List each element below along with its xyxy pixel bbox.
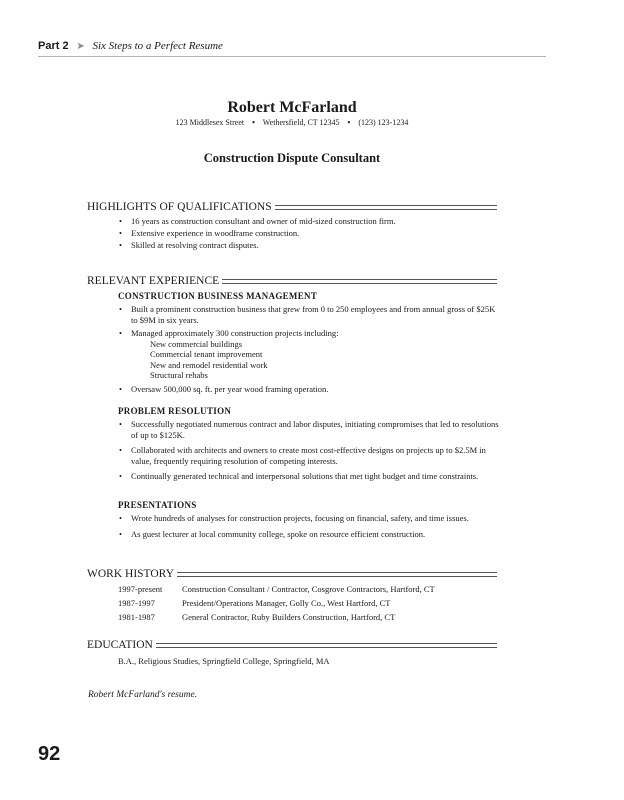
section-rule bbox=[222, 279, 497, 284]
work-years: 1981-1987 bbox=[118, 612, 155, 622]
work-position: Construction Consultant / Contractor, Cosgrove Contractors, Hartford, CT bbox=[182, 584, 435, 594]
education-heading bbox=[87, 638, 497, 652]
list-item: • Extensive experience in woodframe construction. bbox=[119, 227, 499, 239]
figure-caption: Robert McFarland's resume. bbox=[88, 690, 198, 700]
project-type: New commercial buildings bbox=[150, 338, 243, 349]
section-label: WORK HISTORY bbox=[87, 568, 175, 580]
work-history-row bbox=[118, 612, 395, 622]
section-rule bbox=[177, 572, 497, 577]
list-item: • As guest lecturer at local community college, spoke on resource efficient construction. bbox=[119, 529, 489, 540]
part-label: Part 2 bbox=[38, 40, 69, 52]
contact-line bbox=[100, 118, 484, 127]
project-type: Structural rehabs bbox=[150, 370, 208, 380]
experience-heading bbox=[87, 274, 497, 288]
construction-list bbox=[119, 304, 497, 394]
section-label: HIGHLIGHTS OF QUALIFICATIONS bbox=[87, 201, 272, 213]
running-header bbox=[38, 40, 223, 52]
page-number: 92 bbox=[38, 743, 61, 765]
section-rule bbox=[156, 643, 497, 648]
arrow-right-icon: ➤ bbox=[76, 41, 85, 52]
list-item: • Oversaw 500,000 sq. ft. per year wood framing operation. bbox=[119, 384, 497, 395]
work-position: General Contractor, Ruby Builders Construction, Hartford, CT bbox=[182, 612, 396, 622]
list-item: • Built a prominent construction business that grew from 0 to 250 employees and from annual gross of $25K to $9M in six years. bbox=[119, 304, 497, 325]
work-history-heading bbox=[87, 567, 497, 581]
section-label: EDUCATION bbox=[87, 639, 153, 651]
list-item: • Wrote hundreds of analyses for construction projects, focusing on financial, safety, and time issues. bbox=[119, 513, 489, 524]
list-item-text: Managed approximately 300 construction projects including: bbox=[131, 328, 339, 338]
work-history-row bbox=[118, 584, 435, 594]
work-years: 1987-1997 bbox=[118, 598, 155, 608]
education-entry: B.A., Religious Studies, Springfield College, Springfield, MA bbox=[118, 656, 330, 666]
separator-dot: • bbox=[252, 118, 255, 127]
list-item: • 16 years as construction consultant and owner of mid-sized construction firm. bbox=[119, 215, 499, 227]
list-item: • Successfully negotiated numerous contract and labor disputes, initiating compromises that led to resolutions of up to $125K. bbox=[119, 419, 499, 440]
highlights-heading bbox=[87, 200, 497, 214]
work-history-row bbox=[118, 598, 390, 608]
highlights-list bbox=[119, 215, 499, 251]
contact-phone: (123) 123-1234 bbox=[358, 118, 409, 127]
list-item: • Collaborated with architects and owners to create most cost-effective designs on projects up to $2.5M in value, frequently requiring resolution of competing interests. bbox=[119, 445, 499, 466]
section-rule bbox=[275, 205, 497, 210]
contact-address: 123 Middlesex Street bbox=[175, 118, 245, 127]
construction-subheading: CONSTRUCTION BUSINESS MANAGEMENT bbox=[118, 291, 318, 301]
list-item: • Skilled at resolving contract disputes. bbox=[119, 239, 499, 251]
chapter-title: Six Steps to a Perfect Resume bbox=[92, 40, 223, 52]
presentations-list bbox=[119, 513, 489, 539]
contact-city: Wethersfield, CT 12345 bbox=[262, 118, 340, 127]
header-divider bbox=[38, 56, 546, 57]
project-type: New and remodel residential work bbox=[150, 359, 268, 370]
section-label: RELEVANT EXPERIENCE bbox=[87, 275, 220, 287]
problem-subheading: PROBLEM RESOLUTION bbox=[118, 406, 232, 416]
resume-name: Robert McFarland bbox=[227, 99, 357, 116]
work-position: President/Operations Manager, Golly Co., West Hartford, CT bbox=[182, 598, 391, 608]
list-item bbox=[119, 328, 497, 381]
objective-title: Construction Dispute Consultant bbox=[203, 151, 381, 165]
project-type: Commercial tenant improvement bbox=[150, 349, 263, 359]
list-item: • Continually generated technical and interpersonal solutions that met tight budget and time constraints. bbox=[119, 471, 499, 482]
problem-list bbox=[119, 419, 499, 482]
work-years: 1997-present bbox=[118, 584, 163, 594]
presentations-subheading: PRESENTATIONS bbox=[118, 500, 197, 510]
separator-dot: • bbox=[347, 118, 351, 127]
